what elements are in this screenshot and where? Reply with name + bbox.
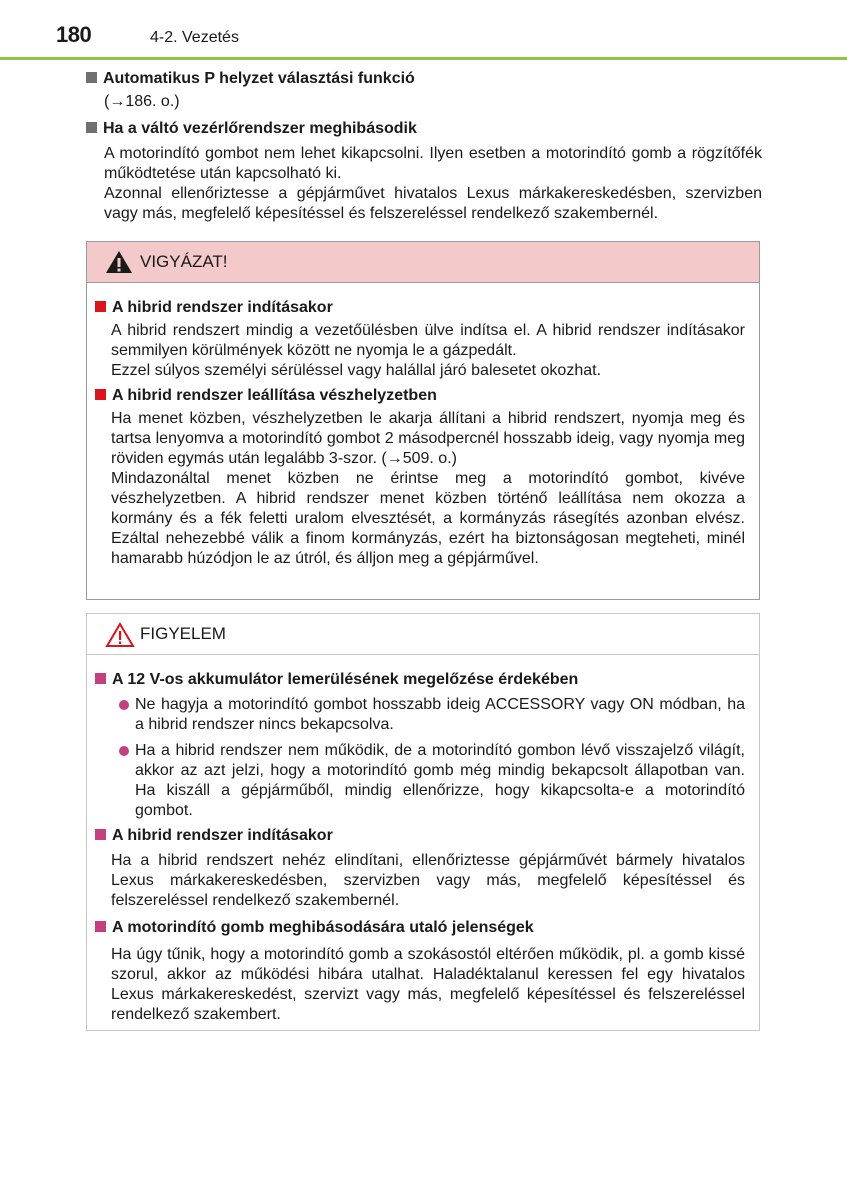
square-bullet-icon <box>95 829 106 840</box>
notice-heading: A hibrid rendszer indításakor <box>95 825 745 847</box>
notice-bullet: Ne hagyja a motorindító gombot hosszabb ideig ACCESSORY vagy ON módban, ha a hibrid rendszer nincs bekapcsolva. <box>125 695 745 735</box>
square-bullet-icon <box>95 921 106 932</box>
notice-box <box>86 613 760 1031</box>
notice-heading: A 12 V-os akkumulátor lemerülésének megelőzése érdekében <box>95 669 745 691</box>
page-header <box>0 0 847 60</box>
caution-triangle-icon <box>105 622 135 648</box>
notice-header <box>87 614 759 655</box>
round-bullet-icon <box>119 700 129 710</box>
caution-heading: A hibrid rendszer indításakor <box>95 297 745 319</box>
notice-title: FIGYELEM <box>140 624 226 643</box>
caution-title: VIGYÁZAT! <box>140 252 228 271</box>
intro-heading: Ha a váltó vezérlőrendszer meghibásodik <box>86 118 762 140</box>
notice-body <box>87 655 759 1025</box>
square-bullet-icon <box>95 389 106 400</box>
intro-heading: Automatikus P helyzet választási funkció <box>86 68 762 90</box>
caution-heading: A hibrid rendszer leállítása vészhelyzetben <box>95 385 745 407</box>
intro-text: A motorindító gombot nem lehet kikapcsolni. Ilyen esetben a motorindító gomb a rögzítőfék működtetése után kapcsolható ki. Azonnal ellenőriztesse a gépjárművet hivatalos Lexus márkakereskedésben, szervizben vagy más, megfelelő képesítéssel és felszereléssel rendelkező szakembernél. <box>104 145 762 222</box>
warning-triangle-icon <box>105 250 133 274</box>
round-bullet-icon <box>119 746 129 756</box>
intro-text: (→186. o.) <box>104 93 180 110</box>
square-bullet-icon <box>86 122 97 133</box>
square-bullet-icon <box>95 301 106 312</box>
header-rule <box>0 57 847 60</box>
caution-text: A hibrid rendszert mindig a vezetőülésben ülve indítsa el. A hibrid rendszer indításakor semmilyen körülmények között ne nyomja le a gázpedált. Ezzel súlyos személyi sérüléssel vagy halállal járó balesetet okozhat. <box>111 322 745 379</box>
intro-section <box>86 68 762 224</box>
caution-header <box>87 242 759 283</box>
square-bullet-icon <box>86 72 97 83</box>
square-bullet-icon <box>95 673 106 684</box>
notice-text: Ha a hibrid rendszert nehéz elindítani, ellenőriztesse gépjárművét bármely hivatalos Lexus márkakereskedésben, szervizben vagy más, megfelelő képesítéssel és felszereléssel rendelkező szakembernél. <box>111 852 745 909</box>
notice-heading: A motorindító gomb meghibásodására utaló jelenségek <box>95 917 745 939</box>
section-title: 4-2. Vezetés <box>150 29 239 46</box>
notice-text: Ha úgy tűnik, hogy a motorindító gomb a szokásostól eltérően működik, pl. a gomb kissé szorul, akkor az működési hibára utalhat. Haladéktalanul keressen fel egy hivatalos Lexus márkakereskedést, szervizt vagy más, megfelelő képesítéssel és felszereléssel rendelkező szakembert. <box>111 946 745 1023</box>
caution-text: Ha menet közben, vészhelyzetben le akarja állítani a hibrid rendszert, nyomja meg és tartsa lenyomva a motorindító gombot 2 másodpercnél hosszabb ideig, vagy nyomja meg röviden egymás után legalább 3-szor. (→509. o.) Mindazonáltal menet közben ne érintse meg a motorindító gombot, kivéve vészhelyzetben. A hibrid rendszer menet közben történő leállítása nem okozza a kormány és a fék feletti uralom elvesztését, a kormányzás rásegítés azonban elvész. Ezáltal nehezebbé válik a finom kormányzás, ezért ha biztonságosan megteheti, minél hamarabb húzódjon le az útról, és álljon meg a gépjárművel. <box>111 410 745 567</box>
caution-body <box>87 283 759 569</box>
notice-bullet: Ha a hibrid rendszer nem működik, de a motorindító gombon lévő visszajelző világít, akkor az azt jelzi, hogy a motorindító gomb még mindig bekapcsolt állapotban van. Ha kiszáll a gépjárműből, mindig ellenőrizze, hogy kikapcsolta-e a motorindító gombot. <box>125 741 745 821</box>
caution-box <box>86 241 760 600</box>
page-number: 180 <box>56 22 92 47</box>
